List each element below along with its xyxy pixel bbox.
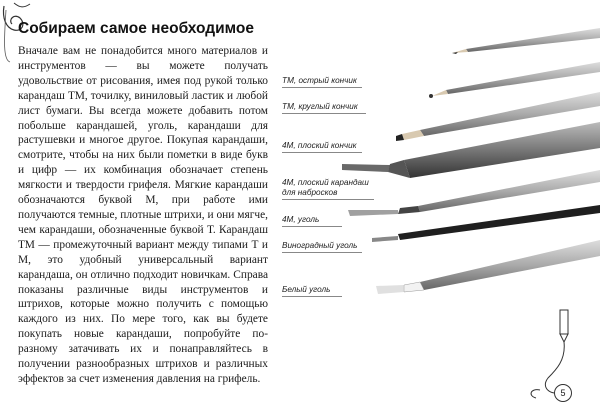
caption-4b-sketch: 4М, плоский карандаш xyxy=(282,178,369,187)
caption-hb-round: ТМ, круглый кончик xyxy=(282,102,358,111)
page-number: 5 xyxy=(554,384,572,402)
page-title: Собираем самое необходимое xyxy=(18,20,254,37)
pencil-hb-sharp xyxy=(452,28,600,54)
caption-underline xyxy=(282,152,362,153)
caption-underline xyxy=(282,252,362,253)
caption-underline xyxy=(282,296,342,297)
caption-vine-charcoal: Виноградный уголь xyxy=(282,241,358,250)
caption-4b-flat: 4М, плоский кончик xyxy=(282,141,357,150)
caption-white-charcoal: Белый уголь xyxy=(282,285,331,294)
caption-underline xyxy=(282,226,342,227)
caption-4b-sketch-line2: для набросков xyxy=(282,188,338,197)
pencil-hb-round xyxy=(429,62,600,98)
body-paragraph: Вначале вам не понадобится много материалов и инструментов — вы можете получать удовольствие от рисования, имея под рукой только карандаш ТМ, точилку, виниловый ластик и любой лист бумаги. Вы всегда можете добавить потом побольше карандашей, уголь, карандаши для растушевки и многое другое. Покупая карандаши, смотрите, чтобы на них были пометки в виде букв и цифр — их комбинация обозначает степень мягкости и твердости грифеля. Мягкие карандаши обозначаются буквой М, при работе ими получаются темные, плотные штрихи, и они мягче, чем карандаши, обозначенные буквой Т. Карандаш ТМ — промежуточный вариант между типами Т и М, это удобный универсальный вариант карандаша, он отлично подходит новичкам. Справа показаны различные виды инструментов и штрихов, которые можно получить с помощью каждого из них. По мере того, как вы будете покупать новые карандаши, попробуйте по-разному затачивать их и понаправляйтесь в получении разнообразных штрихов и различных эффектов за счет изменения давления на грифель. xyxy=(18,45,268,385)
caption-hb-sharp: ТМ, острый кончик xyxy=(282,76,357,85)
pencil-charcoal xyxy=(348,170,600,216)
pencil-white-charcoal xyxy=(376,240,600,294)
caption-underline xyxy=(282,113,366,114)
caption-underline xyxy=(282,87,362,88)
caption-charcoal: 4М, уголь xyxy=(282,215,320,224)
caption-underline xyxy=(282,199,374,200)
pencil-4b-sketch xyxy=(342,122,600,178)
